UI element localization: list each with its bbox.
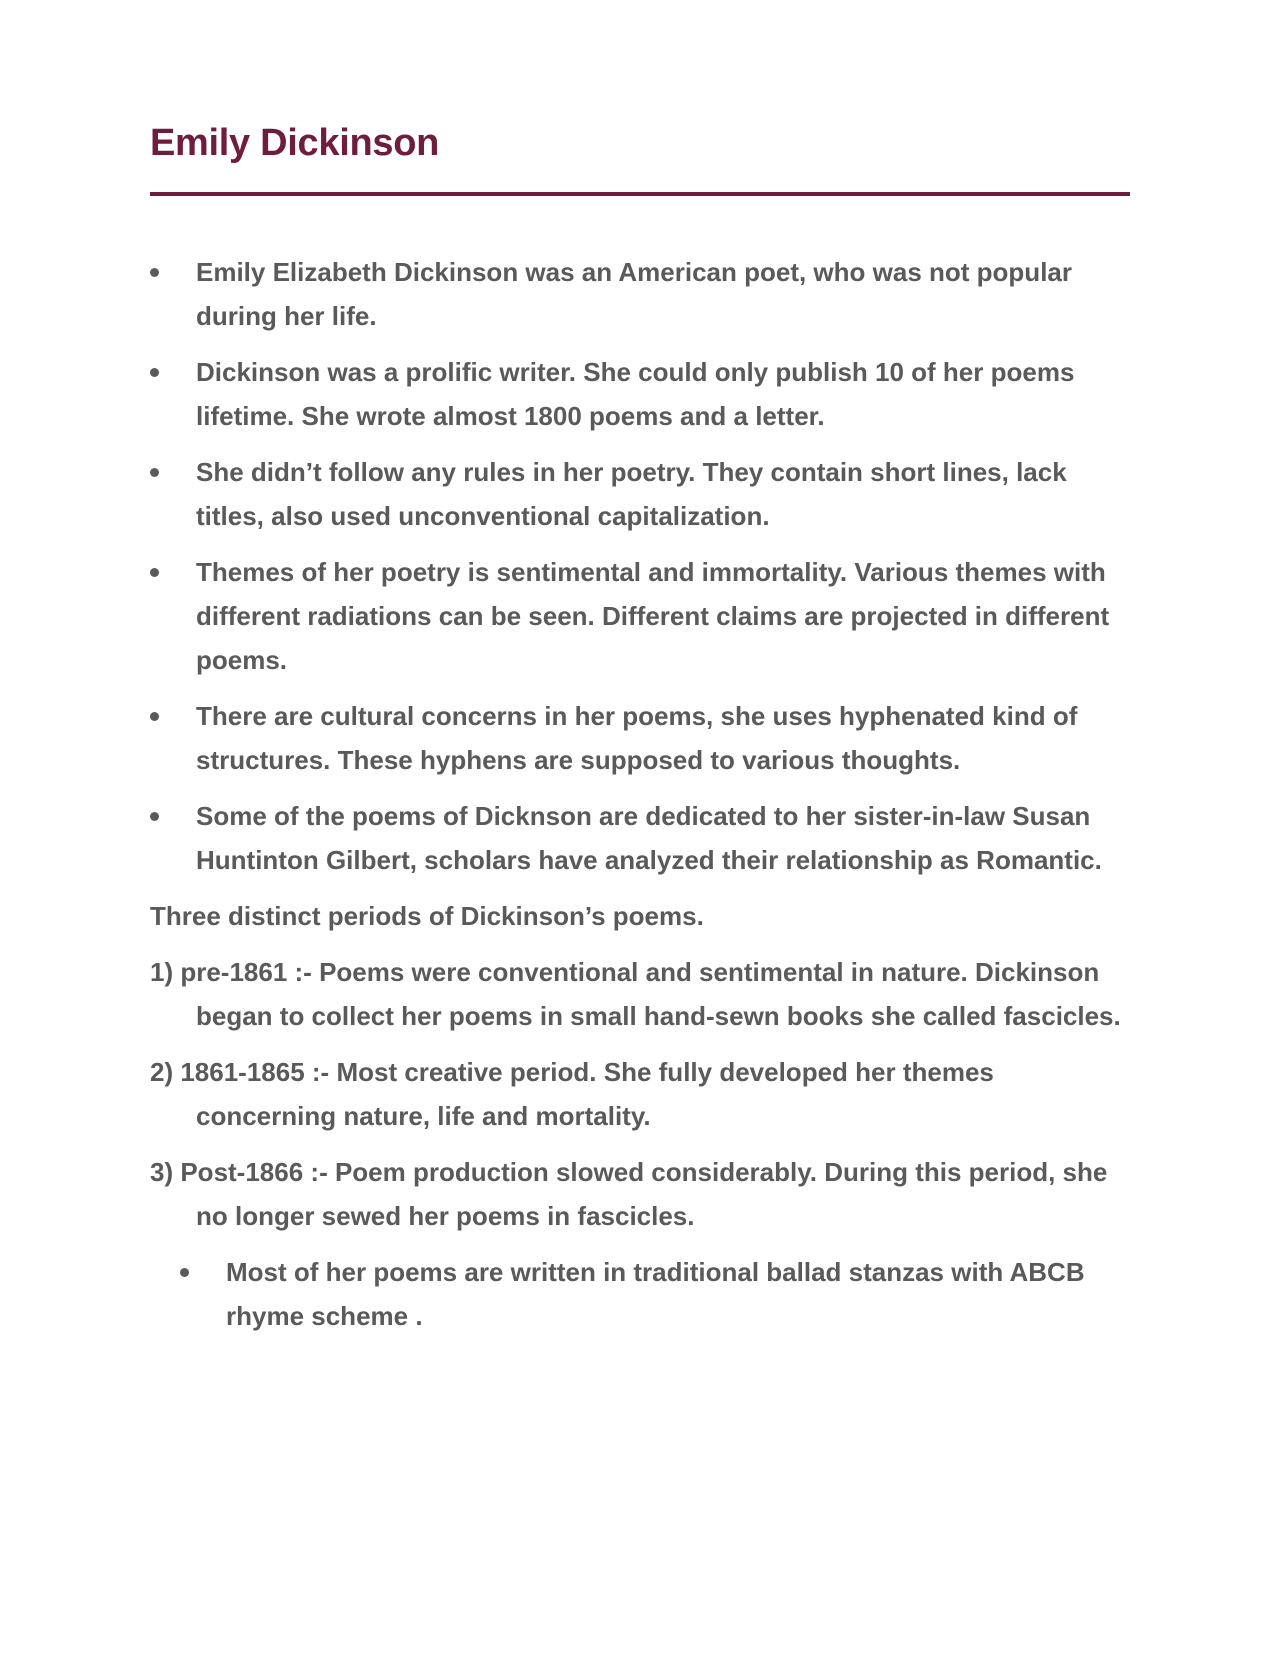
period-item-3: 3) Post-1866 :- Poem production slowed considerably. During this period, she no longer sewed her poems in fascicles. bbox=[150, 1157, 1108, 1231]
list-item bbox=[180, 1250, 1130, 1338]
facts-list bbox=[150, 250, 1130, 882]
periods-intro: Three distinct periods of Dickinson’s poems. bbox=[150, 901, 704, 931]
bullet-icon bbox=[150, 268, 159, 277]
period-item-1: 1) pre-1861 :- Poems were conventional and sentimental in nature. Dickinson began to collect her poems in small hand-sewn books she called fascicles. bbox=[150, 957, 1121, 1031]
list-item-text: Emily Elizabeth Dickinson was an American poet, who was not popular during her life. bbox=[196, 257, 1072, 331]
list-item-text: Some of the poems of Dicknson are dedicated to her sister-in-law Susan Huntinton Gilbert, scholars have analyzed their relationship as Romantic. bbox=[196, 801, 1102, 875]
list-item-text: Themes of her poetry is sentimental and immortality. Various themes with different radiations can be seen. Different claims are projected in different poems. bbox=[196, 557, 1110, 675]
title-divider bbox=[150, 192, 1130, 196]
list-item bbox=[150, 550, 1130, 682]
bullet-icon bbox=[150, 368, 159, 377]
period-item-2: 2) 1861-1865 :- Most creative period. She fully developed her themes concerning nature, life and mortality. bbox=[150, 1057, 994, 1131]
list-item bbox=[150, 694, 1130, 782]
ballad-list bbox=[180, 1250, 1130, 1338]
bullet-icon bbox=[180, 1268, 189, 1277]
list-item-text: Most of her poems are written in traditional ballad stanzas with ABCB rhyme scheme . bbox=[226, 1257, 1085, 1331]
page-title: Emily Dickinson bbox=[150, 122, 440, 164]
bullet-icon bbox=[150, 812, 159, 821]
document-page bbox=[150, 118, 1130, 1350]
list-item bbox=[150, 250, 1130, 338]
list-item-text: She didn’t follow any rules in her poetry. They contain short lines, lack titles, also used unconventional capitalization. bbox=[196, 457, 1067, 531]
list-item-text: Dickinson was a prolific writer. She could only publish 10 of her poems lifetime. She wrote almost 1800 poems and a letter. bbox=[196, 357, 1075, 431]
list-item bbox=[150, 350, 1130, 438]
list-item-text: There are cultural concerns in her poems, she uses hyphenated kind of structures. These hyphens are supposed to various thoughts. bbox=[196, 701, 1078, 775]
list-item bbox=[150, 794, 1130, 882]
bullet-icon bbox=[150, 568, 159, 577]
bullet-icon bbox=[150, 712, 159, 721]
bullet-icon bbox=[150, 468, 159, 477]
list-item bbox=[150, 450, 1130, 538]
